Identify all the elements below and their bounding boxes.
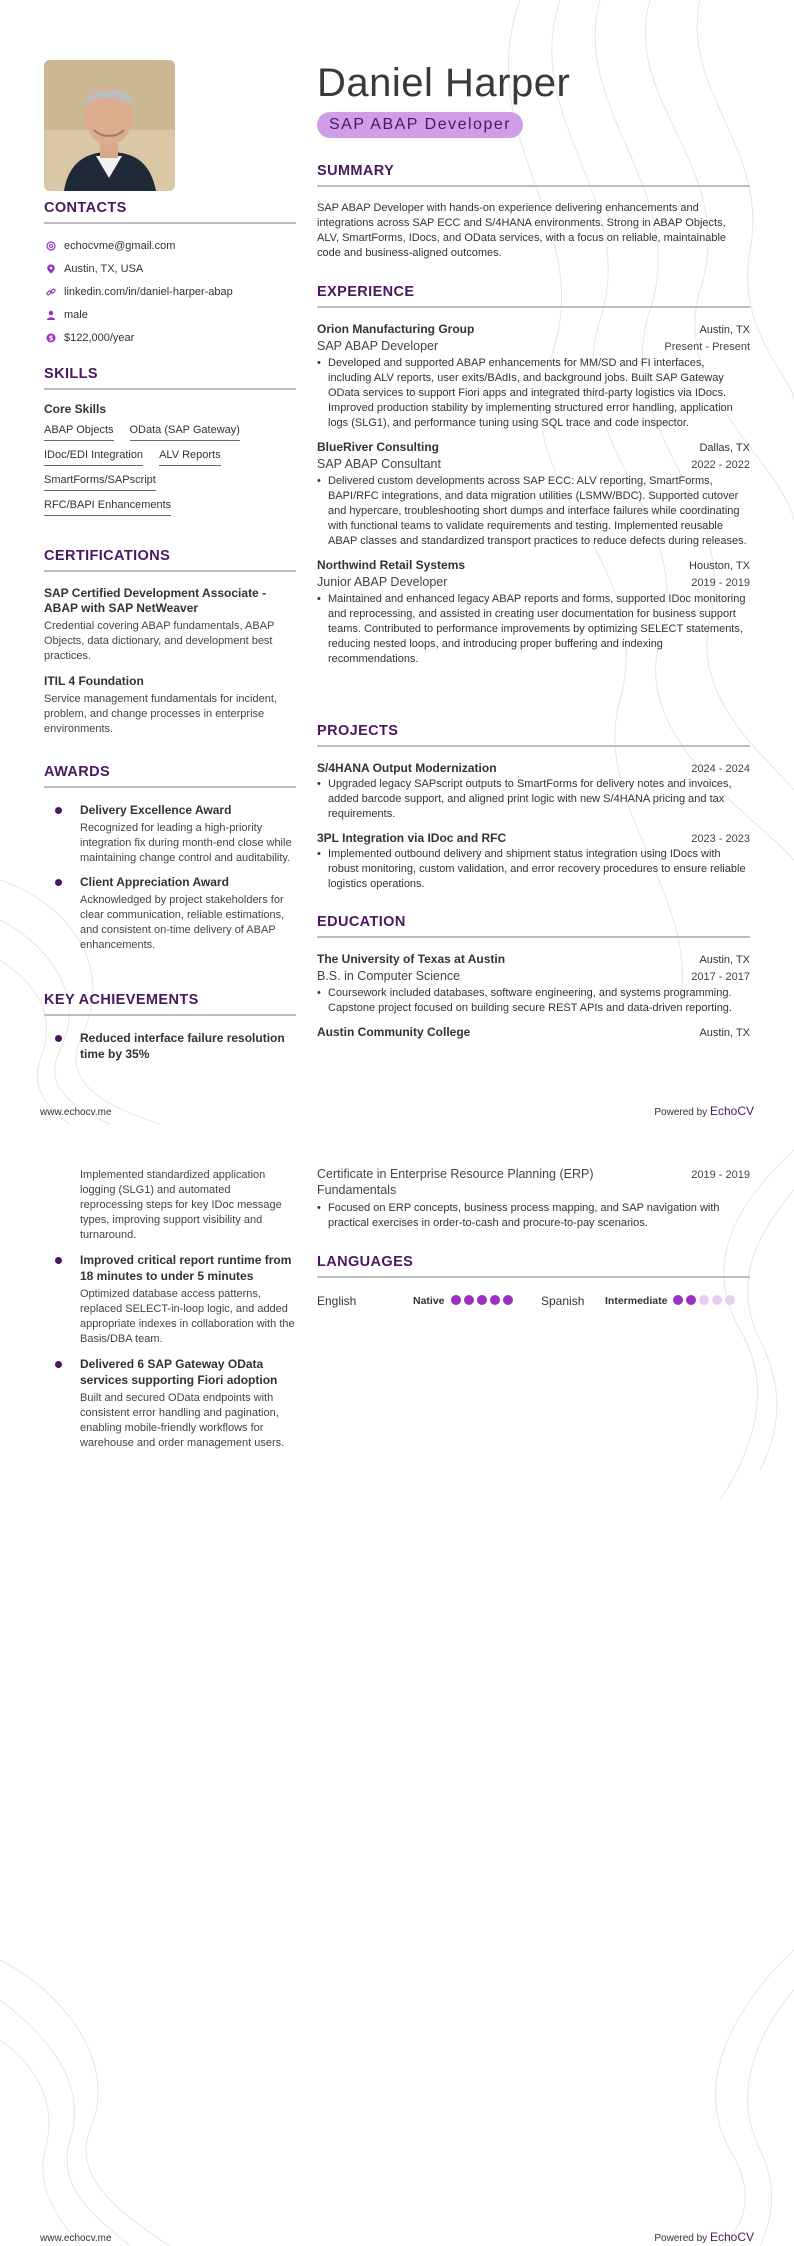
employer-location: Austin, TX — [699, 324, 750, 336]
certification-item — [44, 586, 296, 664]
job-role: Junior ABAP Developer — [317, 575, 448, 589]
language-rating — [451, 1294, 516, 1308]
language-name: English — [317, 1294, 357, 1308]
languages-section — [317, 1254, 750, 1308]
contact-salary-text: $122,000/year — [64, 331, 135, 344]
bullet-dot — [55, 807, 62, 814]
award-title: Client Appreciation Award — [80, 875, 229, 889]
award-title: Delivery Excellence Award — [80, 803, 232, 817]
page-footer — [40, 1104, 754, 1118]
bullet-dot — [55, 1257, 62, 1264]
school-name: The University of Texas at Austin — [317, 952, 506, 966]
award-item — [44, 874, 296, 953]
rating-dot-filled — [673, 1295, 683, 1305]
achievements-section — [44, 992, 296, 1062]
footer-brand[interactable]: EchoCV — [709, 1104, 754, 1118]
awards-heading: AWARDS — [44, 764, 296, 788]
contacts-heading: CONTACTS — [44, 200, 296, 224]
rating-dot-filled — [490, 1295, 500, 1305]
skill-tag: OData (SAP Gateway) — [130, 421, 240, 441]
skills-list — [44, 421, 296, 521]
achievements-continued — [44, 1168, 296, 1451]
education-heading: EDUCATION — [317, 914, 750, 938]
contact-email[interactable] — [44, 234, 296, 257]
skill-tag: SmartForms/SAPscript — [44, 471, 156, 491]
achievement-title: Improved critical report runtime from 18 minutes to under 5 minutes — [80, 1253, 292, 1283]
skills-heading: SKILLS — [44, 366, 296, 390]
achievement-item — [44, 1168, 296, 1243]
education-dates: 2019 - 2019 — [691, 1169, 750, 1181]
job-dates: 2022 - 2022 — [691, 459, 750, 471]
job-role: SAP ABAP Consultant — [317, 457, 441, 471]
location-pin-icon — [46, 264, 56, 274]
awards-section — [44, 764, 296, 953]
achievement-item — [44, 1252, 296, 1347]
language-level: Intermediate — [605, 1295, 668, 1307]
at-icon — [46, 241, 56, 251]
contact-email-text: echocvme@gmail.com — [64, 239, 176, 252]
project-bullet: • Implemented outbound delivery and shipment status integration using IDocs with robust monitoring, custom validation, and error recovery procedures to ensure reliable logistics operations. — [317, 847, 750, 892]
footer-site[interactable]: www.echocv.me — [40, 2233, 112, 2244]
education-item — [317, 952, 750, 1016]
employer-location: Houston, TX — [689, 560, 750, 572]
project-bullet: • Upgraded legacy SAPscript outputs to SmartForms for delivery notes and invoices, added barcode support, and aligned print logic with new S/4HANA pricing and tax requirements. — [317, 777, 750, 822]
skill-tag: ABAP Objects — [44, 421, 114, 441]
achievement-title: Delivered 6 SAP Gateway OData services supporting Fiori adoption — [80, 1357, 278, 1387]
school-location: Austin, TX — [699, 954, 750, 966]
achievement-title: Reduced interface failure resolution time by 35% — [80, 1031, 285, 1061]
skills-section — [44, 366, 296, 521]
job-bullet: • Developed and supported ABAP enhancements for MM/SD and FI interfaces, including ALV reports, user exits/BAdIs, and background jobs. Built SAP Gateway OData services to support Fiori apps and integrated third-party logistics via IDocs. Improved production stability by implementing structured error handling, application logs (SLG1), and performance tuning using SQL trace and code inspector. — [317, 356, 750, 431]
skills-subheading: Core Skills — [44, 402, 107, 416]
contacts-section — [44, 200, 296, 349]
contact-linkedin[interactable] — [44, 280, 296, 303]
project-title: 3PL Integration via IDoc and RFC — [317, 831, 507, 845]
footer-site[interactable]: www.echocv.me — [40, 1107, 112, 1118]
award-desc: Acknowledged by project stakeholders for clear communication, reliable estimations, and consistent on-time delivery of ABAP enhancements. — [80, 894, 285, 951]
job-role: SAP ABAP Developer — [317, 339, 439, 353]
award-item — [44, 802, 296, 866]
project-title: S/4HANA Output Modernization — [317, 761, 497, 775]
certification-title: SAP Certified Development Associate - ABAP with SAP NetWeaver — [44, 586, 267, 615]
employer-name: BlueRiver Consulting — [317, 440, 440, 454]
person-icon — [46, 310, 56, 320]
candidate-name: Daniel Harper — [317, 61, 571, 105]
certifications-section — [44, 548, 296, 737]
award-desc: Recognized for leading a high-priority integration fix during month-end close while maintaining change control and auditability. — [80, 822, 292, 864]
experience-item — [317, 558, 750, 667]
summary-section — [317, 163, 750, 261]
job-dates: 2019 - 2019 — [691, 577, 750, 589]
experience-section — [317, 284, 750, 667]
job-bullet: • Maintained and enhanced legacy ABAP reports and forms, supported IDoc monitoring and reprocessing, and assisted in creating user documentation for business support teams. Contributed to performance improvements by optimizing SELECT statements, reducing nested loops, and introducing proper buffering and indexing recommendations. — [317, 592, 750, 667]
contact-gender-text: male — [64, 308, 88, 321]
certification-desc: Credential covering ABAP fundamentals, ABAP Objects, data dictionary, and development best practices. — [44, 620, 275, 662]
project-item — [317, 761, 750, 822]
language-name: Spanish — [541, 1294, 585, 1308]
language-rating — [673, 1294, 738, 1308]
skill-tag: ALV Reports — [159, 446, 221, 466]
resume-page-2 — [0, 1124, 794, 2246]
school-name: Austin Community College — [317, 1025, 471, 1039]
rating-dot-filled — [477, 1295, 487, 1305]
rating-dot-filled — [686, 1295, 696, 1305]
skill-tag: IDoc/EDI Integration — [44, 446, 143, 466]
achievement-item — [44, 1356, 296, 1451]
contact-location — [44, 257, 296, 280]
experience-item — [317, 322, 750, 431]
education-item — [317, 1025, 750, 1039]
experience-item — [317, 440, 750, 549]
rating-dot-filled — [503, 1295, 513, 1305]
degree-name: Certificate in Enterprise Resource Planning (ERP) Fundamentals — [317, 1167, 594, 1197]
contact-gender — [44, 303, 296, 326]
degree-name: B.S. in Computer Science — [317, 969, 461, 983]
profile-photo — [44, 60, 175, 191]
languages-list — [317, 1294, 750, 1308]
projects-heading: PROJECTS — [317, 723, 750, 747]
footer-brand[interactable]: EchoCV — [709, 2230, 754, 2244]
certification-title: ITIL 4 Foundation — [44, 674, 144, 688]
project-dates: 2023 - 2023 — [691, 833, 750, 845]
summary-text: SAP ABAP Developer with hands-on experience delivering enhancements and integrations across SAP ECC and S/4HANA environments. Strong in ABAP Objects, ALV, SmartForms, IDocs, and OData services, with a focus on reliable, maintainable code and business-aligned outcomes. — [317, 202, 727, 259]
job-bullet: • Delivered custom developments across SAP ECC: ALV reporting, SmartForms, BAPI/RFC integrations, and data migration utilities (LSMW/BDC). Supported cutover and hypercare, troubleshooting short dumps and interface failures while coordinating with functional teams to validate requirements and testing. Implemented reusable ABAP classes and standardized transport practices to reduce defects during releases. — [317, 474, 750, 549]
language-level: Native — [413, 1295, 445, 1307]
education-dates: 2017 - 2017 — [691, 971, 750, 983]
link-icon — [46, 287, 56, 297]
achievement-desc: Optimized database access patterns, replaced SELECT-in-loop logic, and added appropriate indexes in collaboration with the Basis/DBA team. — [80, 1288, 295, 1345]
rating-dot-empty — [699, 1295, 709, 1305]
job-title-badge: SAP ABAP Developer — [317, 112, 523, 138]
bullet-dot — [55, 1361, 62, 1368]
rating-dot-filled — [451, 1295, 461, 1305]
achievements-heading: KEY ACHIEVEMENTS — [44, 992, 296, 1016]
achievement-desc: Built and secured OData endpoints with consistent error handling and pagination, enabling mobile-friendly workflows for warehouse and order management users. — [80, 1392, 285, 1449]
svg-text:$: $ — [48, 334, 54, 343]
dollar-icon — [46, 333, 56, 343]
achievement-desc: Implemented standardized application logging (SLG1) and automated reprocessing steps for key IDoc message types, improving support visibility and turnaround. — [80, 1169, 282, 1241]
contact-location-text: Austin, TX, USA — [64, 262, 144, 275]
education-bullet: • Coursework included databases, software engineering, and systems programming. Capstone project focused on building secure REST APIs and data-driven reporting. — [317, 986, 750, 1016]
certification-item — [44, 674, 296, 737]
skill-tag: RFC/BAPI Enhancements — [44, 496, 171, 516]
bullet-dot — [55, 879, 62, 886]
project-dates: 2024 - 2024 — [691, 763, 750, 775]
footer-powered: Powered by — [654, 1107, 708, 1118]
employer-name: Northwind Retail Systems — [317, 558, 466, 572]
rating-dot-empty — [725, 1295, 735, 1305]
project-item — [317, 831, 750, 892]
employer-location: Dallas, TX — [699, 442, 750, 454]
language-item — [317, 1294, 541, 1308]
certifications-heading: CERTIFICATIONS — [44, 548, 296, 572]
page-footer — [40, 2230, 754, 2244]
education-section — [317, 914, 750, 1039]
summary-heading: SUMMARY — [317, 163, 750, 187]
footer-powered: Powered by — [654, 2233, 708, 2244]
contact-salary — [44, 326, 296, 349]
education-continued — [317, 1166, 750, 1231]
header-block — [317, 60, 750, 138]
employer-name: Orion Manufacturing Group — [317, 322, 475, 336]
certification-desc: Service management fundamentals for incident, problem, and change processes in enterprise environments. — [44, 693, 277, 735]
school-location: Austin, TX — [699, 1027, 750, 1039]
job-dates: Present - Present — [664, 341, 750, 353]
projects-section — [317, 723, 750, 892]
language-item — [541, 1294, 738, 1308]
achievement-item — [44, 1030, 296, 1062]
rating-dot-filled — [464, 1295, 474, 1305]
experience-heading: EXPERIENCE — [317, 284, 750, 308]
education-bullet: • Focused on ERP concepts, business process mapping, and SAP navigation with practical exercises in order-to-cash and procure-to-pay scenarios. — [317, 1201, 750, 1231]
contact-linkedin-text: linkedin.com/in/daniel-harper-abap — [64, 285, 233, 298]
bullet-dot — [55, 1035, 62, 1042]
languages-heading: LANGUAGES — [317, 1254, 750, 1278]
rating-dot-empty — [712, 1295, 722, 1305]
